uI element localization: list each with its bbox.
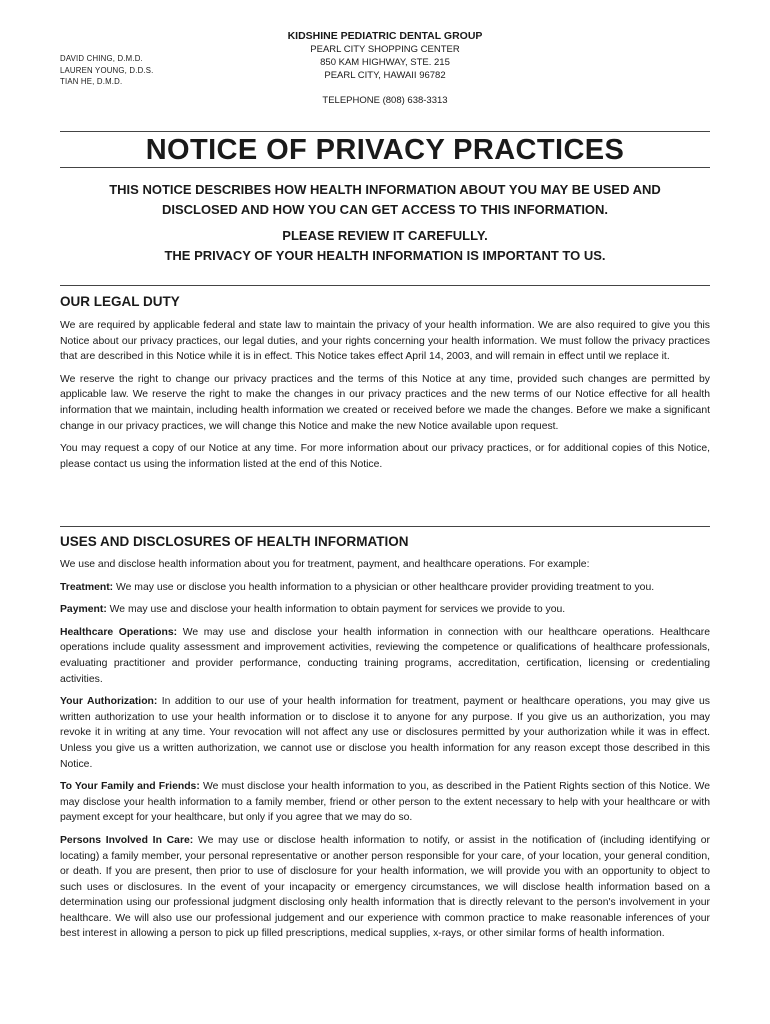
review-line: THE PRIVACY OF YOUR HEALTH INFORMATION IS IMPORTANT TO US. <box>164 248 606 263</box>
use-item-authorization <box>60 694 710 772</box>
item-text: We may use and disclose your health information in connection with our healthcare operations. Healthcare operations include quality assessment and improvement activities, reviewing the competence or qualifications of healthcare professionals, evaluating practitioner and provider performance, conducting training programs, accreditation, certification, licensing or credentialing activities. <box>60 626 710 685</box>
divider <box>60 526 710 527</box>
item-label: Persons Involved In Care: <box>60 834 194 846</box>
item-text: We must disclose your health information to you, as described in the Patient Rights section of this Notice. We may disclose your health information to a family member, friend or other person to the extent necessary to help with your healthcare or with payment except for your healthcare, but only if you agree that we may do so. <box>60 781 710 824</box>
item-text: We may use or disclose health information to notify, or assist in the notification of (including identifying or locating) a family member, your personal representative or another person responsible for your care, of your location, your general condition, or death. If you are present, then prior to use of disclosure for your health information, we will provide you with an opportunity to object to such uses or disclosures. In the event of your incapacity or emergency circumstances, we will disclose health information based on a determination using our professional judgment disclosing only health information that is directly relevant to the person's involvement in your healthcare. We will also use our professional judgement and our experience with common practice to make reasonable inferences of your best interest in allowing a person to pick up filled prescriptions, medical supplies, x-rays, or other similar forms of health information. <box>60 834 711 940</box>
doctor-name: TIAN HE, D.M.D. <box>60 77 123 86</box>
notice-line: DISCLOSED AND HOW YOU CAN GET ACCESS TO THIS INFORMATION. <box>161 202 609 217</box>
item-text: We may use and disclose your health information to obtain payment for services we provide to you. <box>109 604 566 616</box>
divider <box>60 285 710 286</box>
paragraph: You may request a copy of our Notice at any time. For more information about our privacy practices, or for additional copies of this Notice, please contact us using the information listed at the end of this Notice. <box>60 443 710 470</box>
address-line: 850 KAM HIGHWAY, STE. 215 <box>320 57 450 68</box>
divider <box>60 131 710 132</box>
address-line: PEARL CITY SHOPPING CENTER <box>310 44 460 55</box>
section-heading-uses: USES AND DISCLOSURES OF HEALTH INFORMATION <box>60 534 409 549</box>
page-title: NOTICE OF PRIVACY PRACTICES <box>145 134 625 166</box>
practice-header <box>0 29 770 107</box>
use-item-persons-involved <box>60 833 710 942</box>
review-line: PLEASE REVIEW IT CAREFULLY. <box>282 228 488 243</box>
address-line: PEARL CITY, HAWAII 96782 <box>324 70 446 81</box>
paragraph: We use and disclose health information about you for treatment, payment, and healthcare operations. For example: <box>60 559 590 570</box>
section-heading-legal-duty: OUR LEGAL DUTY <box>60 294 180 309</box>
item-label: To Your Family and Friends: <box>60 781 200 793</box>
use-item-healthcare-operations <box>60 625 710 687</box>
telephone: TELEPHONE (808) 638-3313 <box>322 95 448 106</box>
legal-duty-body <box>60 318 710 479</box>
item-text: We may use or disclose you health information to a physician or other healthcare provider providing treatment to you. <box>116 581 655 593</box>
uses-body <box>60 557 710 949</box>
item-label: Healthcare Operations: <box>60 626 178 638</box>
use-item-treatment <box>60 580 710 596</box>
review-statement <box>60 226 710 266</box>
paragraph: We are required by applicable federal and state law to maintain the privacy of your health information. We are also required to give you this Notice about our privacy practices, our legal duties, and your rights concerning your health information. We must follow the privacy practices that are described in this Notice while it is in effect. This Notice takes effect April 14, 2003, and will remain in effect until we replace it. <box>60 320 710 363</box>
notice-line: THIS NOTICE DESCRIBES HOW HEALTH INFORMATION ABOUT YOU MAY BE USED AND <box>109 182 661 197</box>
item-label: Your Authorization: <box>60 696 158 708</box>
use-item-family-friends <box>60 779 710 826</box>
doctor-name: LAUREN YOUNG, D.D.S. <box>60 65 154 75</box>
item-label: Payment: <box>60 604 107 616</box>
item-label: Treatment: <box>60 581 114 593</box>
paragraph: We reserve the right to change our privacy practices and the terms of this Notice at any time, provided such changes are permitted by applicable law. We reserve the right to make the changes in our privacy practices and the new terms of our Notice effective for all health information that we maintain, including health information we created or received before we made the changes. Before we make a significant change in our privacy practices, we will change this Notice and make the new Notice available upon request. <box>60 373 710 432</box>
notice-statement <box>60 180 710 220</box>
doctor-name: DAVID CHING, D.M.D. <box>60 54 143 63</box>
item-text: In addition to our use of your health information for treatment, payment or healthcare operations, you may give us written authorization to use your health information or to disclose it to anyone for any purpose. If you give us an authorization, you may revoke it in writing at any time. Your revocation will not affect any use or disclosures permitted by your authorization while it was in effect. Unless you give us a written authorization, we cannot use or disclose you health information for any reason except those described in this Notice. <box>60 696 710 770</box>
practice-name: KIDSHINE PEDIATRIC DENTAL GROUP <box>287 30 483 42</box>
use-item-payment <box>60 602 710 618</box>
divider <box>60 167 710 168</box>
